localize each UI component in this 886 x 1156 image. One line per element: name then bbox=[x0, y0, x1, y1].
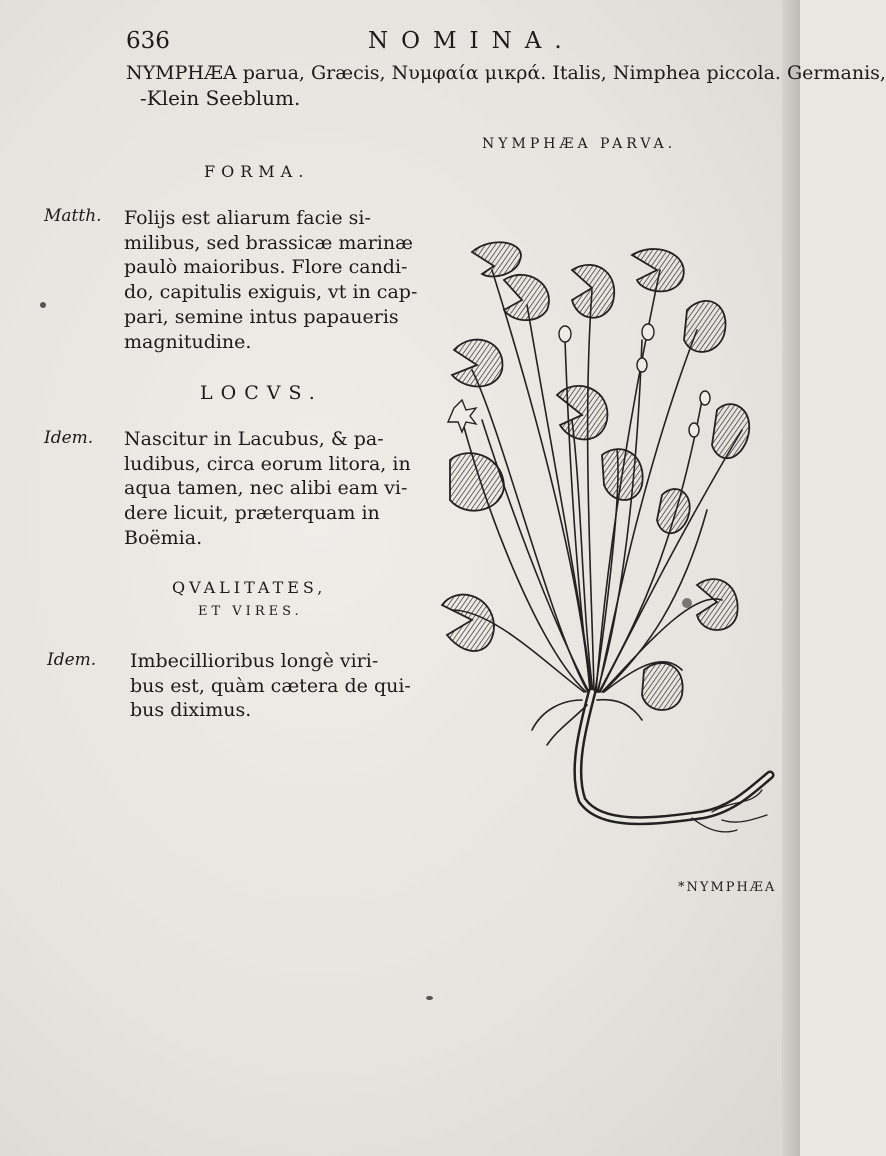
running-head: NOMINA. bbox=[368, 28, 575, 54]
plant-illustration bbox=[432, 230, 782, 840]
plant-names-line-2: -Klein Seeblum. bbox=[140, 86, 301, 110]
margin-note-forma: Matth. bbox=[44, 206, 102, 226]
ink-speck bbox=[426, 996, 433, 1000]
text-line: bus est, quàm cætera de qui- bbox=[130, 674, 411, 697]
text-line: Nascitur in Lacubus, & pa- bbox=[124, 428, 384, 450]
paragraph-locus bbox=[124, 427, 411, 551]
ink-speck bbox=[40, 302, 46, 308]
text-line: Imbecillioribus longè viri- bbox=[130, 650, 379, 672]
section-heading-locus: LOCVS. bbox=[200, 382, 323, 404]
text-line: aqua tamen, nec alibi eam vi- bbox=[124, 477, 408, 500]
text-line: milibus, sed brassicæ marinæ bbox=[124, 231, 413, 254]
plant-names-line-1: NYMPHÆA parua, Græcis, Νυμφαία μικρά. Italis, Nimphea piccola. Germanis, bbox=[126, 62, 886, 84]
paragraph-qualitates bbox=[130, 649, 411, 723]
section-heading-forma: FORMA. bbox=[204, 162, 310, 181]
text-line: paulò maioribus. Flore candi- bbox=[124, 256, 408, 279]
text-line: Folijs est aliarum facie si- bbox=[124, 207, 371, 229]
catchword: *NYMPHÆA bbox=[678, 880, 777, 895]
section-subheading-vires: ET VIRES. bbox=[198, 604, 303, 619]
text-line: pari, semine intus papaueris bbox=[124, 305, 399, 328]
leaves bbox=[442, 242, 749, 710]
text-line: Boëmia. bbox=[124, 526, 203, 549]
text-line: ludibus, circa eorum litora, in bbox=[124, 452, 411, 475]
margin-note-locus: Idem. bbox=[44, 428, 94, 448]
margin-note-qualitates: Idem. bbox=[47, 650, 97, 670]
root bbox=[532, 692, 770, 832]
page-number: 636 bbox=[126, 28, 170, 54]
section-heading-qualitates: QVALITATES, bbox=[172, 578, 327, 597]
text-line: dere licuit, præterquam in bbox=[124, 502, 380, 525]
ink-speck bbox=[682, 598, 692, 608]
text-line: do, capitulis exiguis, vt in cap- bbox=[124, 281, 418, 304]
paragraph-forma bbox=[124, 206, 418, 354]
text-line: bus diximus. bbox=[130, 699, 252, 722]
plant-title: NYMPHÆA PARVA. bbox=[482, 136, 677, 152]
text-line: magnitudine. bbox=[124, 330, 252, 353]
page-edge bbox=[782, 0, 800, 1156]
